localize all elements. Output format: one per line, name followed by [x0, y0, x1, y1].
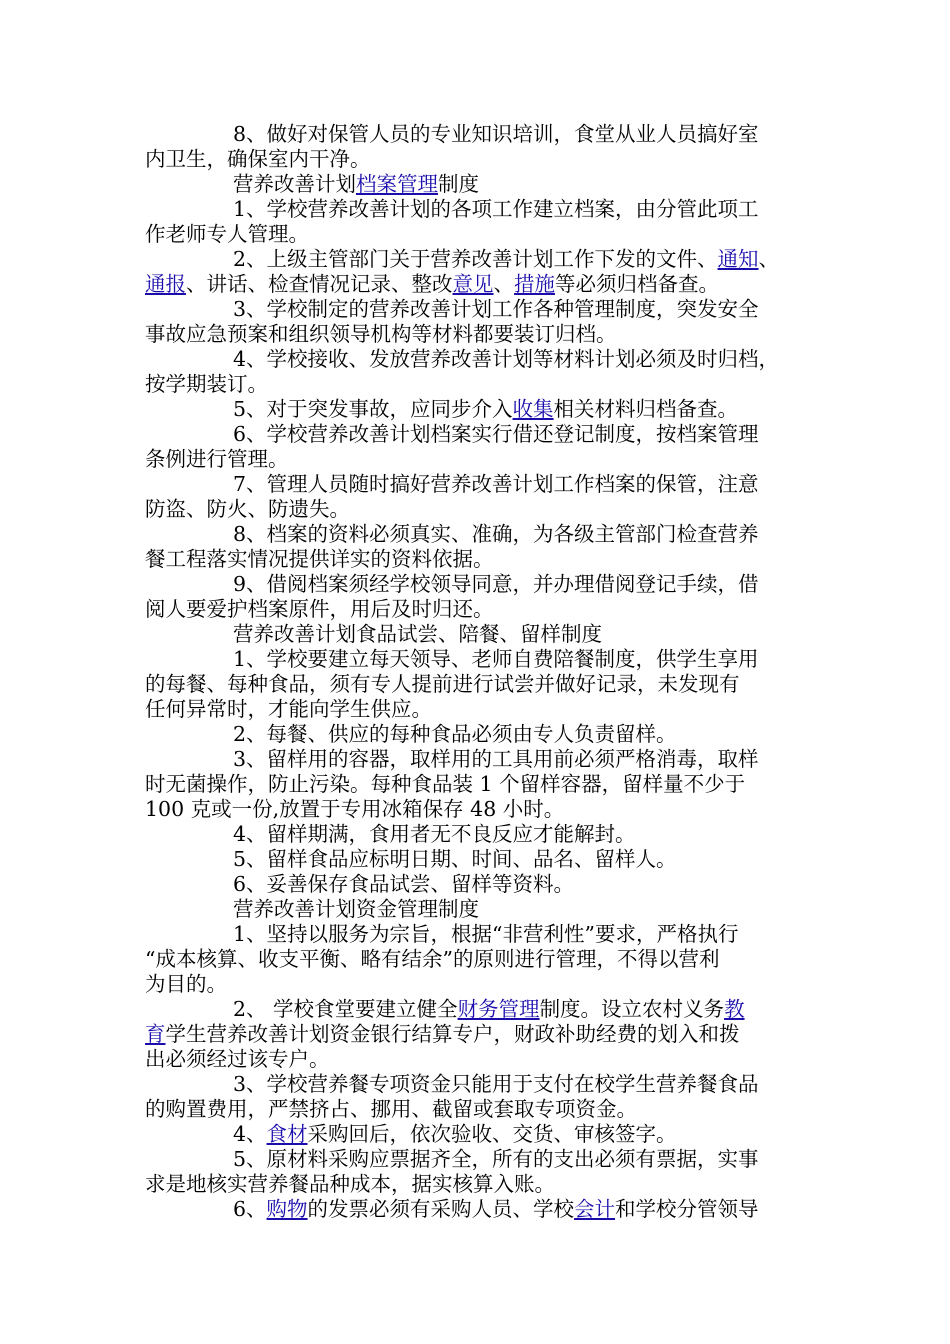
- text-line: [145, 797, 815, 822]
- text-line: [145, 1197, 815, 1222]
- text-run: 餐工程落实情况提供详实的资料依据。: [145, 547, 494, 571]
- document-body: [145, 122, 815, 1222]
- text-run: 6、学校营养改善计划档案实行借还登记制度，按档案管理: [233, 422, 759, 446]
- text-line: [145, 197, 815, 222]
- text-line: [145, 522, 815, 547]
- text-run: 7、管理人员随时搞好营养改善计划工作档案的保管，注意: [233, 472, 759, 496]
- text-line: [145, 572, 815, 597]
- text-link[interactable]: 教: [724, 997, 745, 1021]
- text-run: 的每餐、每种食品，须有专人提前进行试尝并做好记录，未发现有: [145, 672, 740, 696]
- text-run: 3、学校营养餐专项资金只能用于支付在校学生营养餐食品: [233, 1072, 759, 1096]
- text-run: 制度。设立农村义务: [539, 997, 725, 1021]
- text-run: 5、留样食品应标明日期、时间、品名、留样人。: [233, 847, 677, 871]
- text-run: 营养改善计划食品试尝、陪餐、留样制度: [233, 622, 602, 646]
- text-line: [145, 1097, 815, 1122]
- text-line: [145, 1147, 815, 1172]
- text-run: “成本核算、收支平衡、略有结余”的原则进行管理，不得以营利: [145, 947, 720, 971]
- text-line: [145, 447, 815, 472]
- text-run: 2、每餐、供应的每种食品必须由专人负责留样。: [233, 722, 677, 746]
- text-run: 的发票必须有采购人员、学校: [307, 1197, 575, 1221]
- text-line: [145, 497, 815, 522]
- text-line: [145, 847, 815, 872]
- text-run: 时无菌操作，防止污染。每种食品装 1 个留样容器，留样量不少于: [145, 772, 746, 796]
- text-run: 为目的。: [145, 972, 227, 996]
- text-line: [145, 972, 815, 997]
- text-line: [145, 622, 815, 647]
- text-link[interactable]: 财务管理: [457, 997, 540, 1021]
- text-run: 100 克或一份,放置于专用冰箱保存 48 小时。: [145, 797, 565, 821]
- text-line: [145, 297, 815, 322]
- text-run: 5、原材料采购应票据齐全，所有的支出必须有票据，实事: [233, 1147, 759, 1171]
- text-link[interactable]: 档案管理: [356, 172, 438, 196]
- text-line: [145, 822, 815, 847]
- text-line: [145, 347, 815, 372]
- text-line: [145, 697, 815, 722]
- text-run: 作老师专人管理。: [145, 222, 309, 246]
- text-line: [145, 922, 815, 947]
- text-run: 2、上级主管部门关于营养改善计划工作下发的文件、: [233, 247, 718, 271]
- text-link[interactable]: 育: [145, 1022, 166, 1046]
- text-run: 事故应急预案和组织领导机构等材料都要装订归档。: [145, 322, 617, 346]
- text-run: 阅人要爱护档案原件，用后及时归还。: [145, 597, 494, 621]
- text-line: [145, 997, 815, 1022]
- text-run: 1、坚持以服务为宗旨，根据“非营利性”要求，严格执行: [233, 922, 739, 946]
- text-run: 2、 学校食堂要建立健全: [233, 997, 458, 1021]
- text-run: 3、学校制定的营养改善计划工作各种管理制度，突发安全: [233, 297, 759, 321]
- text-line: [145, 1047, 815, 1072]
- text-run: 相关材料归档备查。: [553, 397, 739, 421]
- text-line: [145, 272, 815, 297]
- text-run: 、: [493, 272, 514, 296]
- text-run: 、讲话、检查情况记录、整改: [186, 272, 453, 296]
- text-run: 、: [758, 247, 780, 271]
- text-line: [145, 747, 815, 772]
- text-line: [145, 897, 815, 922]
- text-line: [145, 322, 815, 347]
- text-run: 5、对于突发事故，应同步介入: [233, 397, 513, 421]
- text-line: [145, 597, 815, 622]
- text-run: 营养改善计划: [233, 172, 356, 196]
- text-run: 8、档案的资料必须真实、准确，为各级主管部门检查营养: [233, 522, 759, 546]
- text-line: [145, 1022, 815, 1047]
- text-link[interactable]: 收集: [512, 397, 554, 421]
- text-link[interactable]: 会计: [574, 1197, 616, 1221]
- text-run: 3、留样用的容器，取样用的工具用前必须严格消毒，取样: [233, 747, 759, 771]
- text-run: 4、: [233, 1122, 267, 1146]
- text-line: [145, 647, 815, 672]
- text-run: 8、做好对保管人员的专业知识培训，食堂从业人员搞好室: [233, 122, 759, 146]
- text-run: 求是地核实营养餐品种成本，据实核算入账。: [145, 1172, 555, 1196]
- text-run: 4、学校接收、发放营养改善计划等材料计划必须及时归档，: [233, 347, 780, 371]
- text-run: 学生营养改善计划资金银行结算专户，财政补助经费的划入和拨: [165, 1022, 740, 1046]
- text-line: [145, 472, 815, 497]
- text-run: 内卫生，确保室内干净。: [145, 147, 371, 171]
- text-run: 和学校分管领导: [615, 1197, 759, 1221]
- text-link[interactable]: 通知: [717, 247, 759, 271]
- text-run: 条例进行管理。: [145, 447, 289, 471]
- text-line: [145, 422, 815, 447]
- text-line: [145, 222, 815, 247]
- text-line: [145, 772, 815, 797]
- text-line: [145, 1072, 815, 1097]
- text-link[interactable]: 食材: [266, 1122, 308, 1146]
- text-run: 制度: [438, 172, 479, 196]
- text-line: [145, 122, 815, 147]
- text-run: 采购回后，依次验收、交货、审核签字。: [307, 1122, 677, 1146]
- text-link[interactable]: 通报: [145, 272, 186, 296]
- text-line: [145, 172, 815, 197]
- text-run: 出必须经过该专户。: [145, 1047, 330, 1071]
- text-line: [145, 1122, 815, 1147]
- text-run: 4、留样期满，食用者无不良反应才能解封。: [233, 822, 636, 846]
- text-line: [145, 947, 815, 972]
- text-run: 防盗、防火、防遗失。: [145, 497, 350, 521]
- text-line: [145, 722, 815, 747]
- text-line: [145, 1172, 815, 1197]
- text-link[interactable]: 措施: [514, 272, 555, 296]
- text-line: [145, 247, 815, 272]
- text-run: 1、学校营养改善计划的各项工作建立档案，由分管此项工: [233, 197, 759, 221]
- text-run: 6、: [233, 1197, 267, 1221]
- text-run: 9、借阅档案须经学校领导同意，并办理借阅登记手续，借: [233, 572, 759, 596]
- text-run: 等必须归档备查。: [555, 272, 719, 296]
- text-line: [145, 372, 815, 397]
- text-line: [145, 397, 815, 422]
- text-link[interactable]: 购物: [266, 1197, 308, 1221]
- text-run: 1、学校要建立每天领导、老师自费陪餐制度，供学生享用: [233, 647, 759, 671]
- text-line: [145, 872, 815, 897]
- text-run: 6、妥善保存食品试尝、留样等资料。: [233, 872, 575, 896]
- text-run: 任何异常时，才能向学生供应。: [145, 697, 432, 721]
- text-link[interactable]: 意见: [452, 272, 494, 296]
- text-line: [145, 147, 815, 172]
- text-run: 营养改善计划资金管理制度: [233, 897, 479, 921]
- text-line: [145, 672, 815, 697]
- text-line: [145, 547, 815, 572]
- text-run: 按学期装订。: [145, 372, 268, 396]
- text-run: 的购置费用，严禁挤占、挪用、截留或套取专项资金。: [145, 1097, 637, 1121]
